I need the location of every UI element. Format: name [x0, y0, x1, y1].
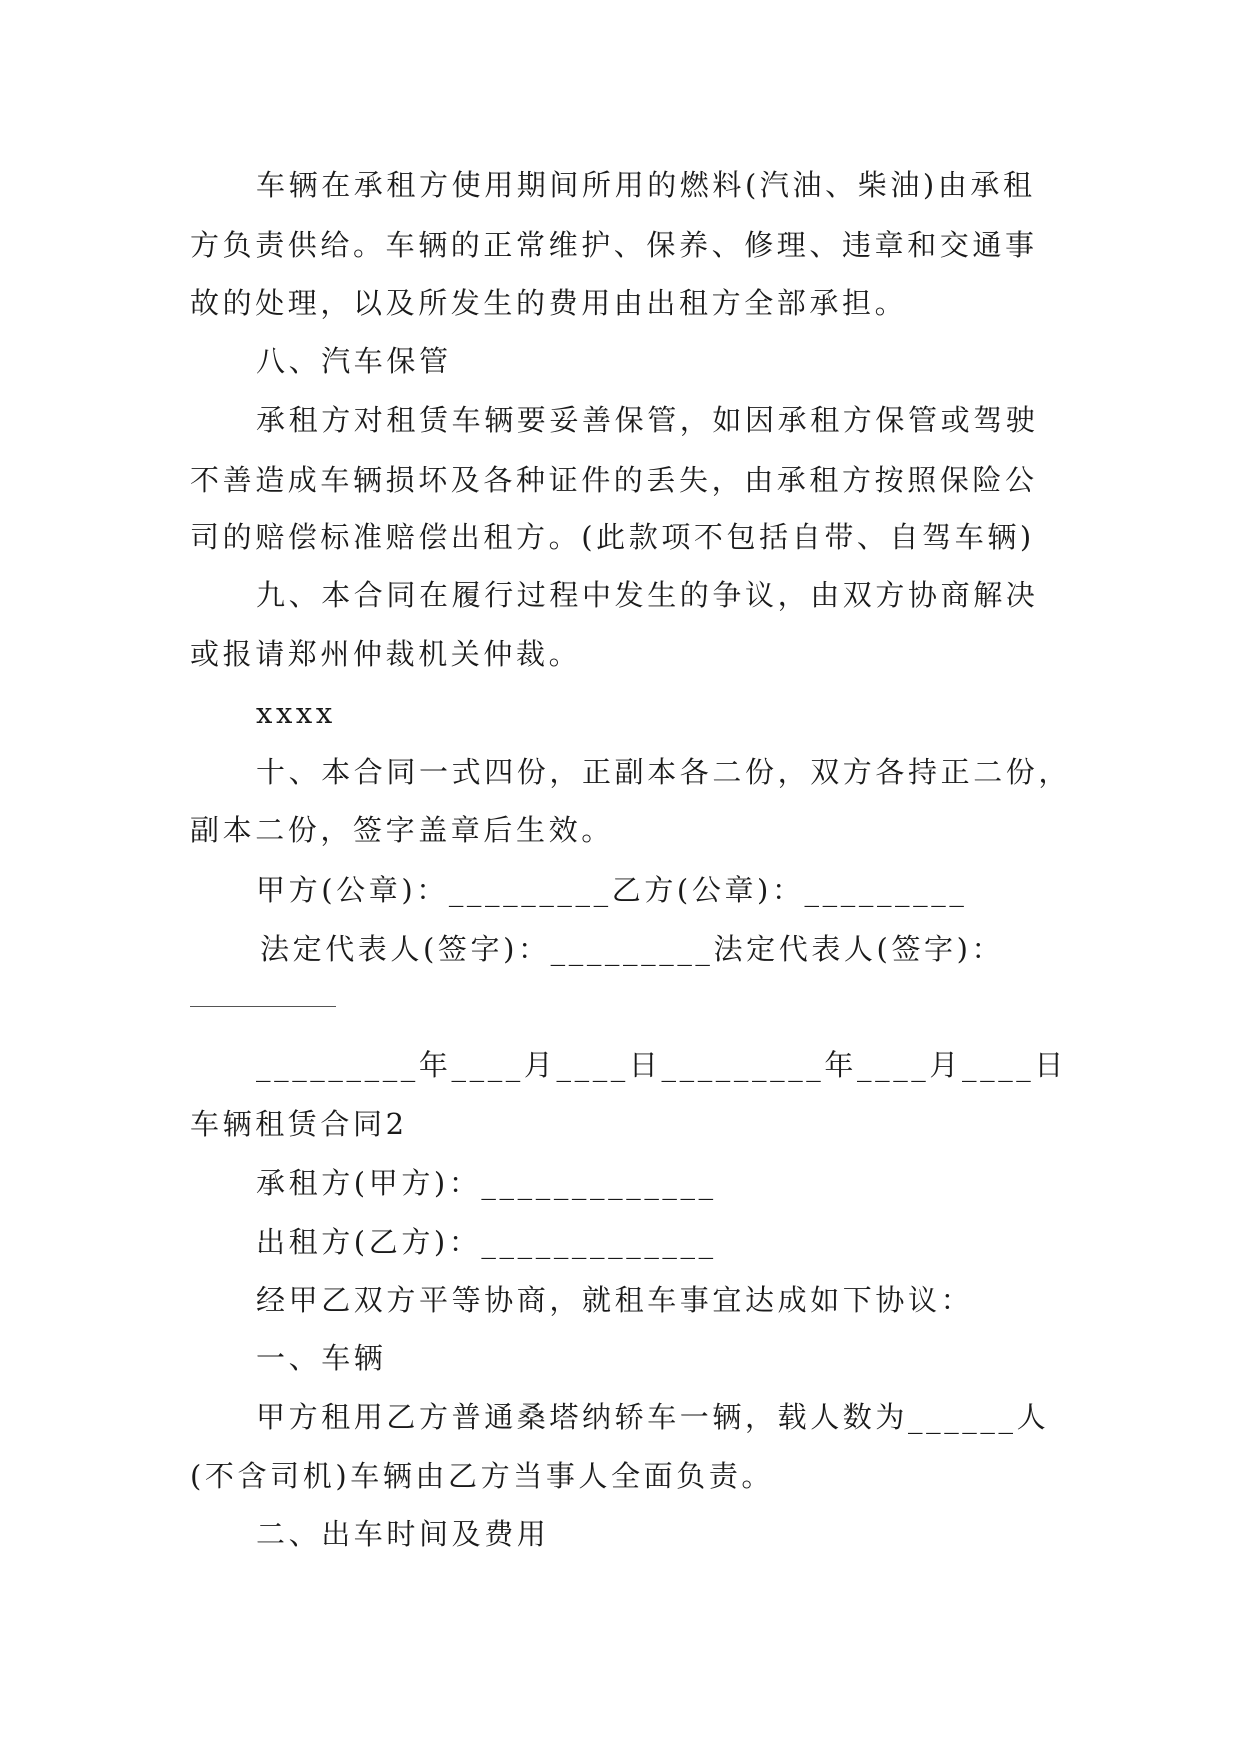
- section-heading: 一、车辆: [256, 1341, 387, 1375]
- signature-line: 法定代表人(签字)：_________法定代表人(签字)：: [260, 932, 1005, 966]
- paragraph-line: 不善造成车辆损坏及各种证件的丢失，由承租方按照保险公: [190, 463, 1038, 497]
- party-line: 承租方(甲方)：_____________: [256, 1166, 717, 1200]
- paragraph-line: (不含司机)车辆由乙方当事人全面负责。: [190, 1459, 775, 1493]
- paragraph-line: 十、本合同一式四份，正副本各二份，双方各持正二份，: [256, 755, 1072, 789]
- paragraph-line: 经甲乙双方平等协商，就租车事宜达成如下协议：: [256, 1283, 974, 1317]
- party-line: 出租方(乙方)：_____________: [256, 1225, 717, 1259]
- paragraph-line: 车辆在承租方使用期间所用的燃料(汽油、柴油)由承租: [256, 168, 1036, 202]
- paragraph-line: xxxx: [256, 696, 336, 730]
- paragraph-line: 司的赔偿标准赔偿出租方。(此款项不包括自带、自驾车辆): [190, 520, 1035, 554]
- paragraph-line: 甲方租用乙方普通桑塔纳轿车一辆，载人数为______人: [256, 1400, 1050, 1434]
- section-heading: 二、出车时间及费用: [256, 1517, 550, 1551]
- date-line: _________年____月____日_________年____月____日: [256, 1048, 1067, 1082]
- paragraph-line: 方负责供给。车辆的正常维护、保养、修理、违章和交通事: [190, 228, 1038, 262]
- contract-title: 车辆租赁合同2: [190, 1107, 408, 1141]
- paragraph-line: 九、本合同在履行过程中发生的争议，由双方协商解决: [256, 578, 1039, 612]
- paragraph-line: 副本二份，签字盖章后生效。: [190, 813, 614, 847]
- signature-line: 甲方(公章)：_________乙方(公章)：_________: [256, 873, 968, 907]
- paragraph-line: 或报请郑州仲裁机关仲裁。: [190, 637, 582, 671]
- paragraph-line: 承租方对租赁车辆要妥善保管，如因承租方保管或驾驶: [256, 403, 1039, 437]
- signature-blank: [190, 1006, 336, 1007]
- section-heading: 八、汽车保管: [256, 344, 452, 378]
- paragraph-line: 故的处理，以及所发生的费用由出租方全部承担。: [190, 286, 908, 320]
